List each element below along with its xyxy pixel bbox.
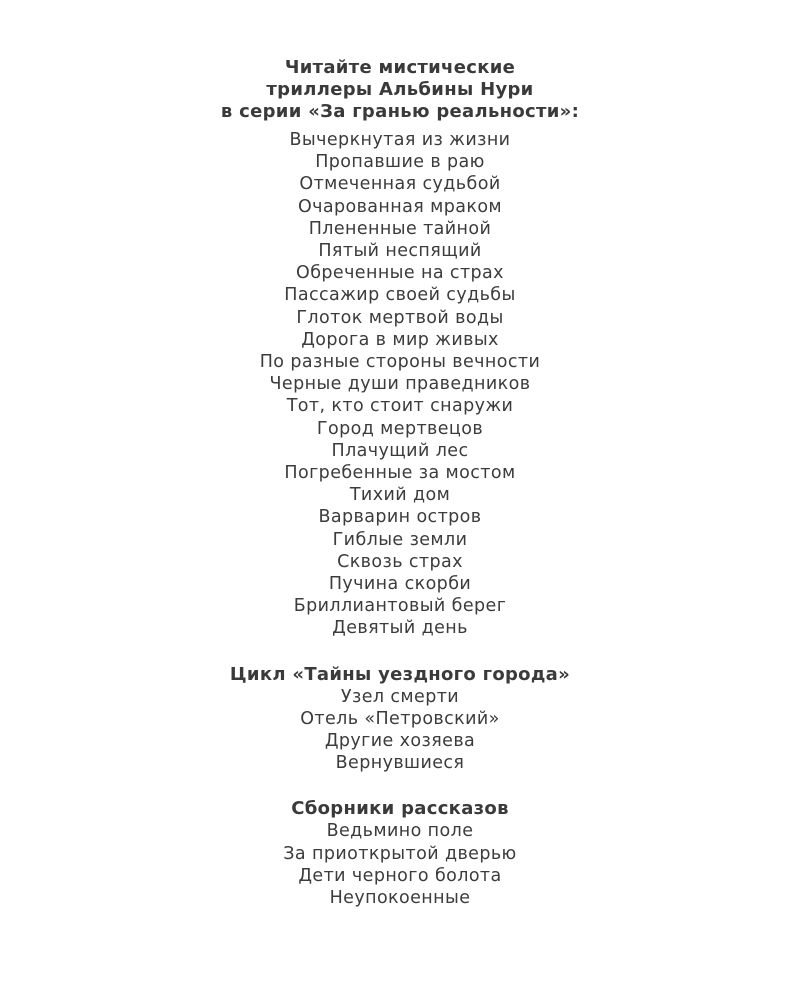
book-title: Пассажир своей судьбы	[284, 285, 516, 306]
book-title: Варварин остров	[318, 507, 482, 528]
book-title: Отель «Петровский»	[300, 708, 500, 729]
series-heading-line: Читайте мистические	[284, 57, 516, 78]
book-title: Гиблые земли	[332, 529, 468, 550]
book-title: Другие хозяева	[324, 731, 476, 752]
book-title: Плененные тайной	[308, 218, 492, 239]
book-title: Ведьмино поле	[326, 821, 474, 842]
collections-book-list	[0, 820, 800, 909]
book-title: Обреченные на страх	[296, 263, 504, 284]
book-title: Отмеченная судьбой	[299, 174, 501, 195]
book-title: Пятый неспящий	[318, 241, 482, 262]
collections-heading: Сборники рассказов	[291, 798, 509, 820]
book-title: За приоткрытой дверью	[283, 843, 517, 864]
series-book-list	[0, 129, 800, 640]
book-title: Вычеркнутая из жизни	[289, 130, 511, 150]
book-title: Плачущий лес	[331, 440, 469, 461]
book-title: Вернувшиеся	[335, 753, 465, 774]
series-heading	[0, 57, 800, 123]
book-title: Тихий дом	[349, 485, 451, 506]
book-title: Очарованная мраком	[297, 196, 503, 217]
cycle-section	[0, 664, 800, 775]
book-title: Девятый день	[332, 618, 468, 639]
book-title: Город мертвецов	[316, 418, 484, 439]
cycle-book-list	[0, 686, 800, 775]
book-title: Бриллиантовый берег	[293, 596, 507, 617]
book-title: Пучина скорби	[328, 574, 472, 595]
book-title: Узел смерти	[340, 686, 460, 707]
book-title: Дети черного болота	[298, 865, 502, 886]
cycle-heading: Цикл «Тайны уездного города»	[229, 663, 571, 685]
book-list-page	[0, 57, 800, 909]
book-title: Глоток мертвой воды	[296, 307, 504, 328]
book-title: Тот, кто стоит снаружи	[286, 396, 514, 417]
book-title: Погребенные за мостом	[284, 463, 516, 484]
series-heading-line: триллеры Альбины Нури	[266, 79, 534, 100]
series-heading-line: в серии «За гранью реальности»:	[220, 101, 580, 122]
collections-section	[0, 798, 800, 909]
book-title: Сквозь страх	[337, 551, 463, 572]
book-title: Черные души праведников	[269, 374, 531, 395]
book-title: По разные стороны вечности	[259, 352, 541, 373]
book-title: Неупокоенные	[329, 888, 471, 909]
book-title: Пропавшие в раю	[315, 152, 485, 173]
book-title: Дорога в мир живых	[301, 329, 499, 350]
